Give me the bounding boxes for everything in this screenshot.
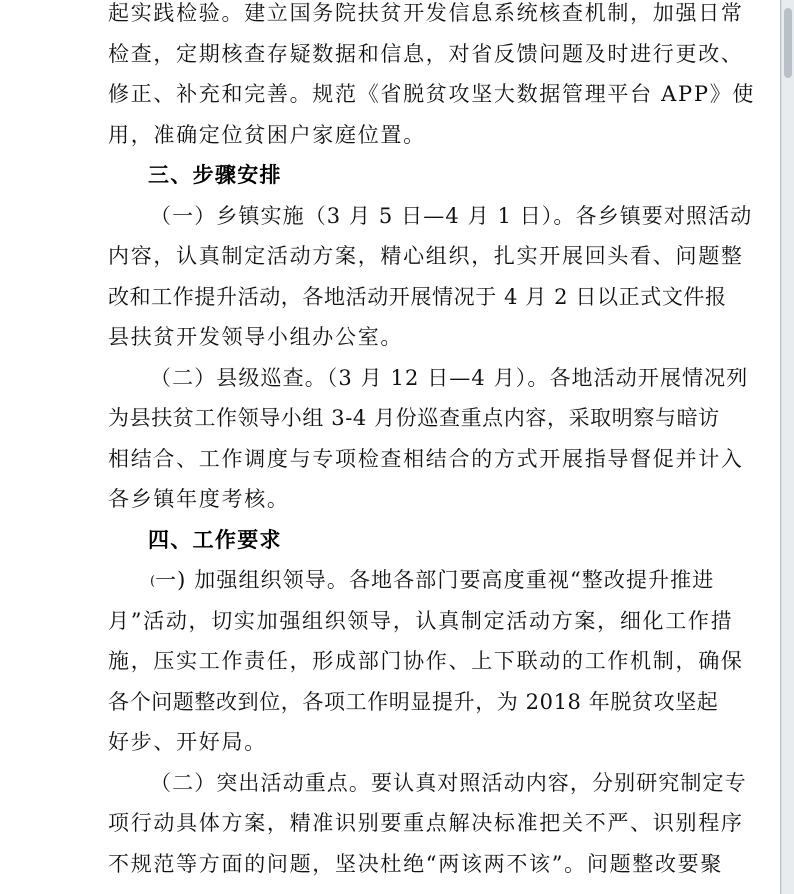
text-line: 内容，认真制定活动方案，精心组织，扎实开展回头看、问题整 [108,244,744,268]
text-line: 月”活动，切实加强组织领导，认真制定活动方案，细化工作措 [108,608,734,633]
text-line: （二）突出活动重点。要认真对照活动内容，分别研究制定专 [150,770,747,795]
text-line: 为县扶贫工作领导小组 3-4 月份巡查重点内容，采取明察与暗访 [108,406,720,430]
text-line: 修正、补充和完善。规范《省脱贫攻坚大数据管理平台 APP》使 [108,82,756,106]
document-text-flow [108,0,755,884]
text-line: 各乡镇年度考核。 [108,487,290,511]
section-heading-steps: 三、步骤安排 [148,163,282,187]
text-line: 起实践检验。建立国务院扶贫开发信息系统核查机制，加强日常 [108,1,744,25]
text-line: 用，准确定位贫困户家庭位置。 [108,122,426,147]
paragraph-strengthen-leadership [108,560,755,763]
text-line: （二）县级巡查。（3 月 12 日—4 月）。各地活动开展情况列 [150,365,749,390]
text-line: 检查，定期核查存疑数据和信息，对省反馈问题及时进行更改、 [108,41,744,66]
paragraph-opening [108,0,755,155]
paragraph-township-implementation [108,196,755,358]
text-line: 施，压实工作责任，形成部门协作、上下联动的工作机制，确保 [108,649,744,673]
scrollbar-thumb[interactable] [784,8,792,78]
small-paren-mark: ( [150,574,156,589]
text-line: 县扶贫开发领导小组办公室。 [108,325,404,349]
text-line: 各个问题整改到位，各项工作明显提升，为 2018 年脱贫攻坚起 [108,689,719,714]
text-line: （一）乡镇实施（3 月 5 日—4 月 1 日）。各乡镇要对照活动 [150,203,753,228]
section-heading-requirements: 四、工作要求 [148,527,282,552]
paragraph-county-inspection [108,358,755,520]
text-line: 改和工作提升活动，各地活动开展情况于 4 月 2 日以正式文件报 [108,284,727,309]
paragraph-highlight-focus [108,763,755,885]
text-line: 好步、开好局。 [108,730,267,754]
text-line: 相结合、工作调度与专项检查相结合的方式开展指导督促并计入 [108,446,744,471]
text-line: 不规范等方面的问题，坚决杜绝“两该两不该”。问题整改要聚 [108,851,724,876]
text-fragment: 一) 加强组织领导。各地各部门要高度重视“整改提升推进 [155,568,715,592]
text-line: 项行动具体方案，精准识别要重点解决标准把关不严、识别程序 [108,811,744,835]
vertical-scrollbar[interactable] [782,0,794,894]
text-line [108,560,755,601]
